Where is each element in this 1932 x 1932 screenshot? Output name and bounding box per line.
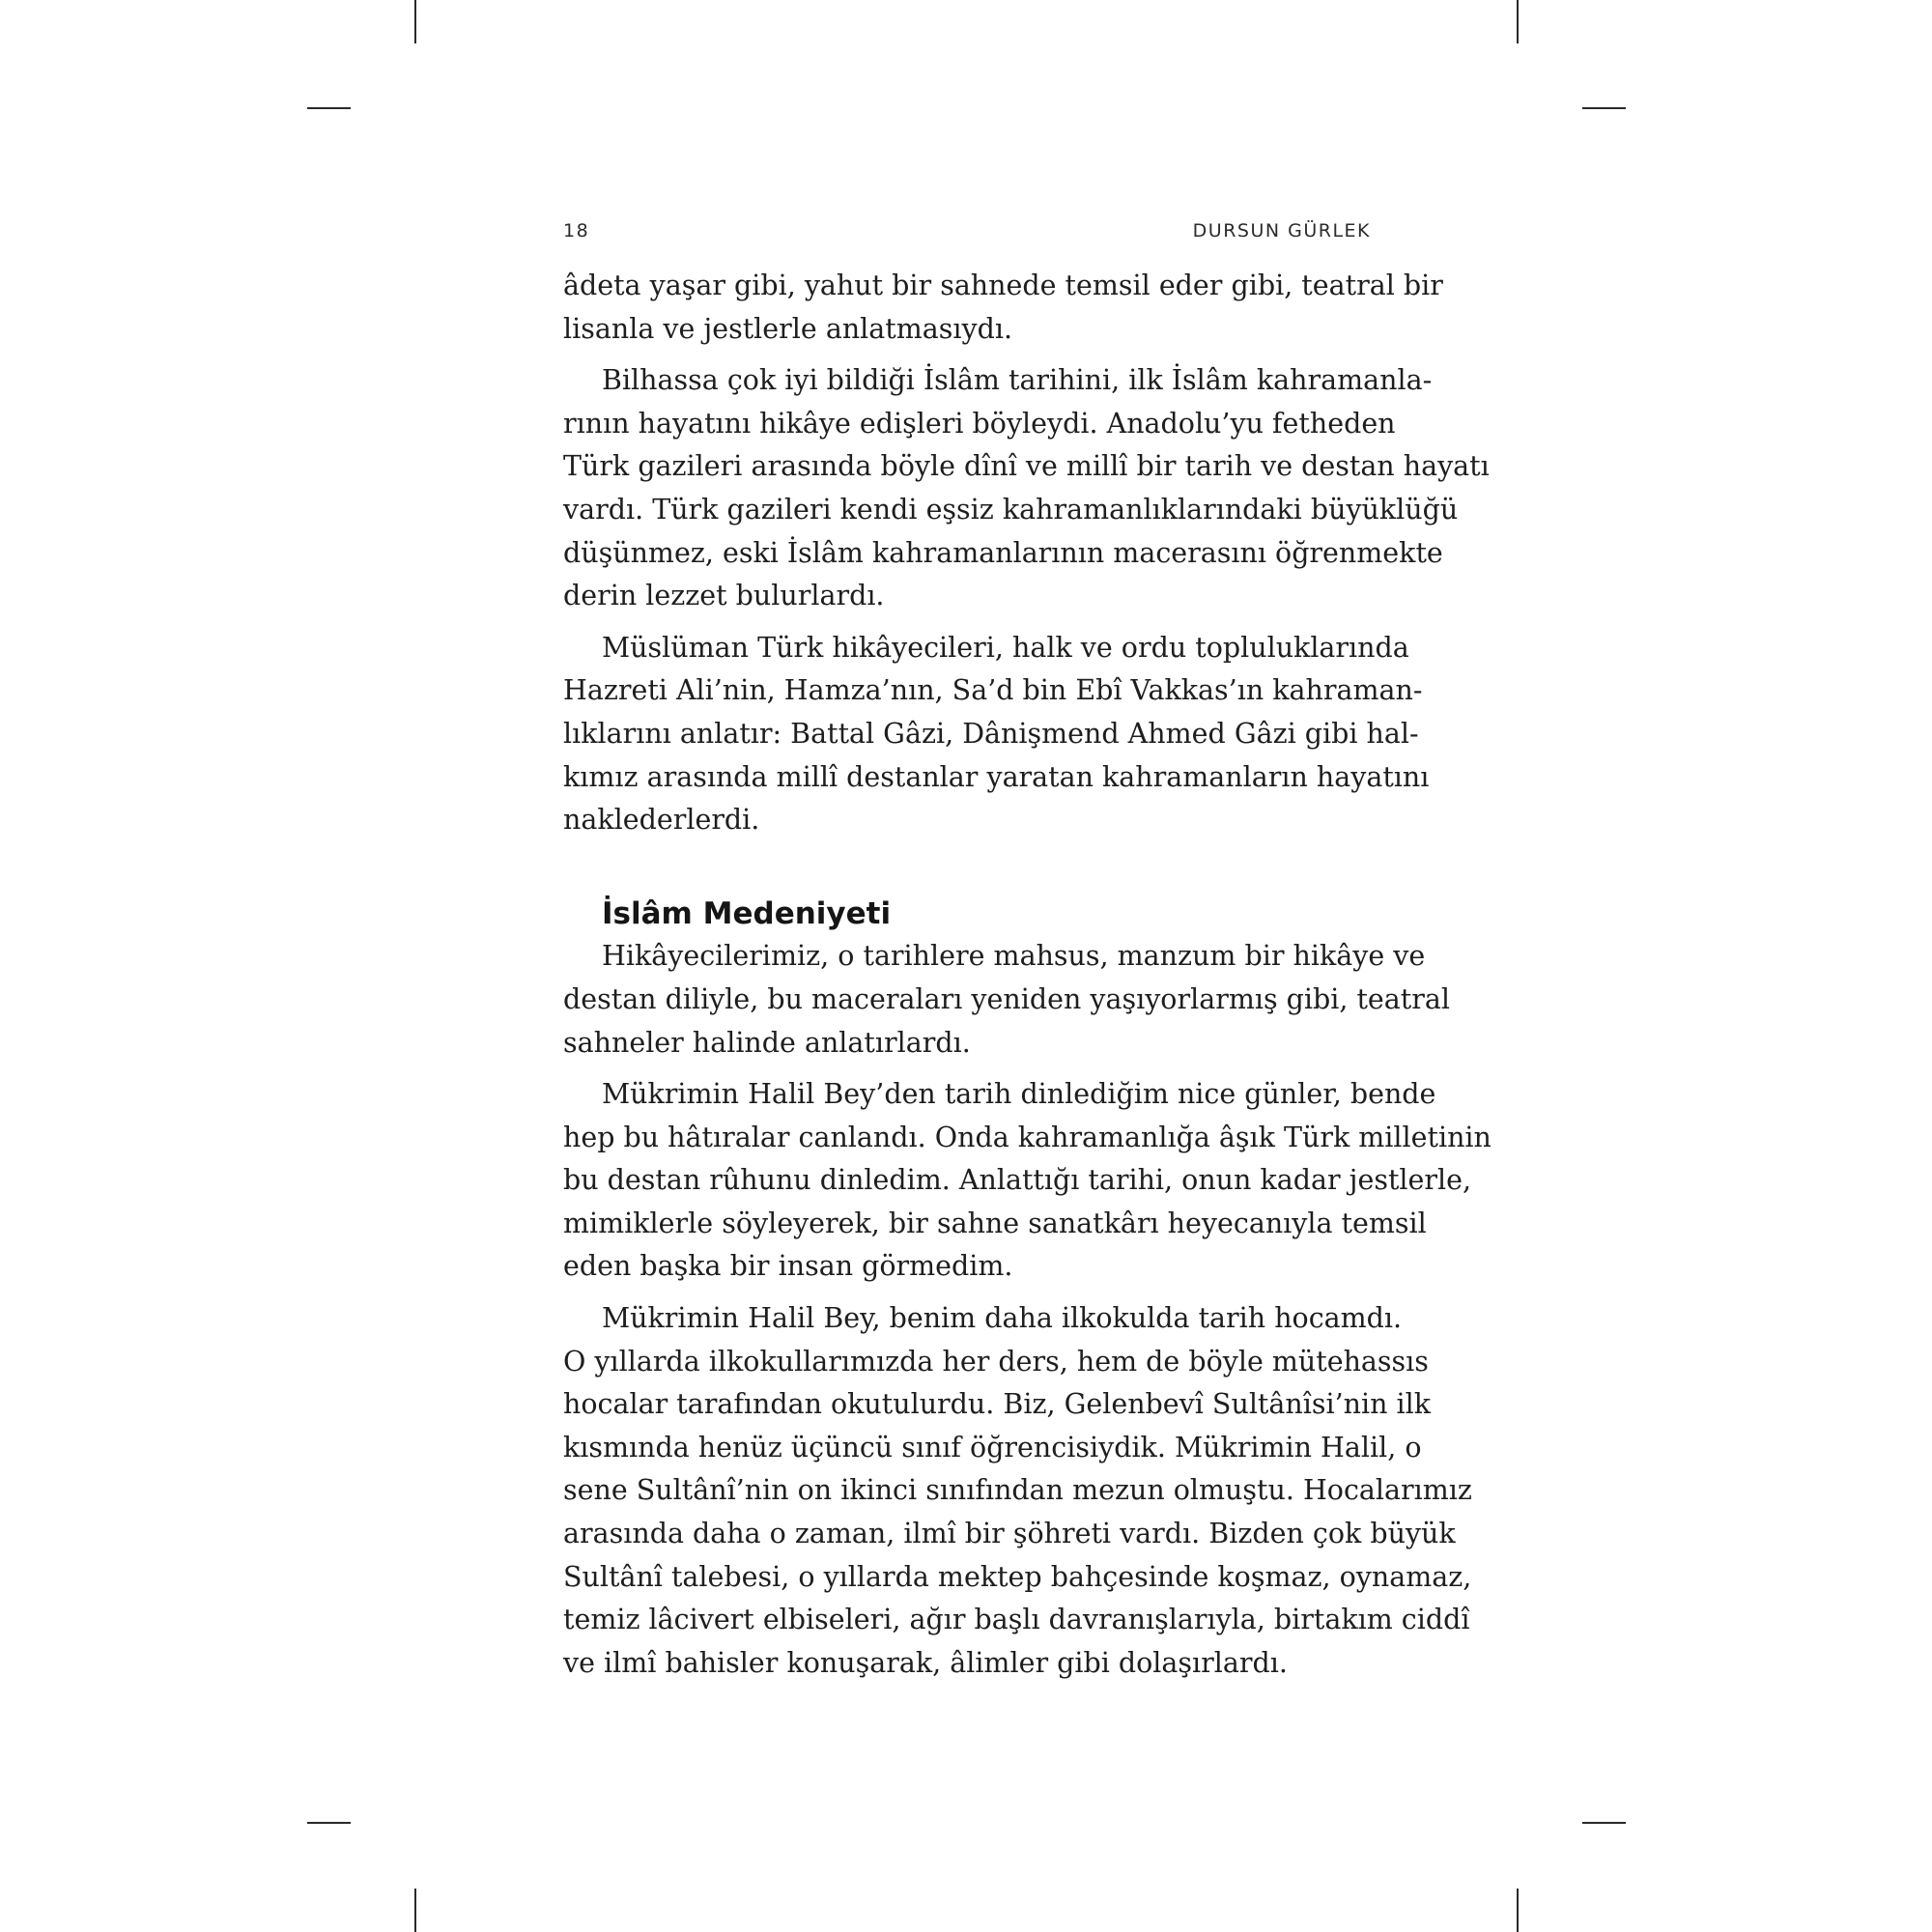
text-line: düşünmez, eski İslâm kahramanlarının macerasını öğrenmekte [563,536,1443,569]
paragraph [563,265,1443,351]
text-line: Türk gazileri arasında böyle dînî ve millî bir tarih ve destan hayatı [563,450,1490,483]
text-line: Mükrimin Halil Bey’den tarih dinlediğim nice günler, bende [602,1078,1436,1111]
text-line: bu destan rûhunu dinledim. Anlattığı tarihi, onun kadar jestlerle, [563,1164,1472,1197]
text-line: rının hayatını hikâye edişleri böyleydi. Anadolu’yu fetheden [563,407,1396,440]
crop-mark-top-left [414,0,416,43]
text-line: mimiklerle söyleyerek, bir sahne sanatkârı heyecanıyla temsil [563,1207,1427,1239]
text-line: sene Sultânî’nin on ikinci sınıfından mezun olmuştu. Hocalarımız [563,1474,1472,1507]
text-line: kısmında henüz üçüncü sınıf öğrencisiydik. Mükrimin Halil, o [563,1431,1422,1463]
running-head [563,220,1371,243]
text-line: âdeta yaşar gibi, yahut bir sahnede temsil eder gibi, teatral bir [563,270,1443,301]
crop-mark-left-upper [307,107,351,109]
text-line: sahneler halinde anlatırlardı. [563,1026,971,1059]
paragraph [563,1297,1472,1685]
text-line: naklederlerdi. [563,804,760,837]
text-line: Müslüman Türk hikâyecileri, halk ve ordu topluluklarında [602,631,1409,664]
text-line: eden başka bir insan görmedim. [563,1250,1013,1283]
text-line: temiz lâcivert elbiseleri, ağır başlı davranışlarıyla, birtakım ciddî [563,1604,1470,1636]
text-line: O yıllarda ilkokullarımızda her ders, hem de böyle mütehassıs [563,1345,1429,1378]
crop-mark-bottom-left [414,1889,416,1932]
text-line: vardı. Türk gazileri kendi eşsiz kahramanlıklarındaki büyüklüğü [563,493,1459,526]
paragraphs-before-heading [563,265,1490,842]
paragraphs-after-heading [563,935,1492,1685]
crop-mark-bottom-right [1517,1889,1519,1932]
text-line: arasında daha o zaman, ilmî bir şöhreti vardı. Bizden çok büyük [563,1518,1456,1550]
crop-mark-right-upper [1582,107,1626,109]
text-line: Hikâyecilerimiz, o tarihlere mahsus, manzum bir hikâye ve [602,940,1426,973]
text-line: hocalar tarafından okutulurdu. Biz, Gelenbevî Sultânîsi’nin ilk [563,1388,1432,1421]
running-head-author: DURSUN GÜRLEK [1192,220,1371,242]
crop-mark-right-lower [1582,1822,1626,1824]
text-line: destan diliyle, bu maceraları yeniden yaşıyorlarmış gibi, teatral [563,982,1450,1015]
page-number: 18 [563,220,590,242]
paragraph [563,359,1490,618]
crop-mark-left-lower [307,1822,351,1824]
paragraph [563,935,1450,1065]
crop-mark-top-right [1517,0,1519,43]
text-line: hep bu hâtıralar canlandı. Onda kahramanlığa âşık Türk milletinin [563,1121,1492,1153]
text-line: Bilhassa çok iyi bildiği İslâm tarihini, ilk İslâm kahramanla- [602,364,1433,397]
text-line: derin lezzet bulurlardı. [563,580,885,612]
text-line: Sultânî talebesi, o yıllarda mektep bahçesinde koşmaz, oynamaz, [563,1560,1472,1593]
body-text [563,265,1492,1685]
text-line: Hazreti Ali’nin, Hamza’nın, Sa’d bin Ebî Vakkas’ın kahraman- [563,674,1423,707]
text-line: ve ilmî bahisler konuşarak, âlimler gibi dolaşırlardı. [563,1646,1288,1679]
text-line: kımız arasında millî destanlar yaratan kahramanların hayatını [563,760,1430,793]
text-line: Mükrimin Halil Bey, benim daha ilkokulda tarih hocamdı. [602,1302,1403,1335]
paragraph [563,1073,1492,1289]
section-heading: İslâm Medeniyeti [602,895,892,931]
text-line: lıklarını anlatır: Battal Gâzi, Dânişmend Ahmed Gâzi gibi hal- [563,717,1419,750]
text-line: lisanla ve jestlerle anlatmasıydı. [563,312,1013,345]
paragraph [563,627,1430,842]
